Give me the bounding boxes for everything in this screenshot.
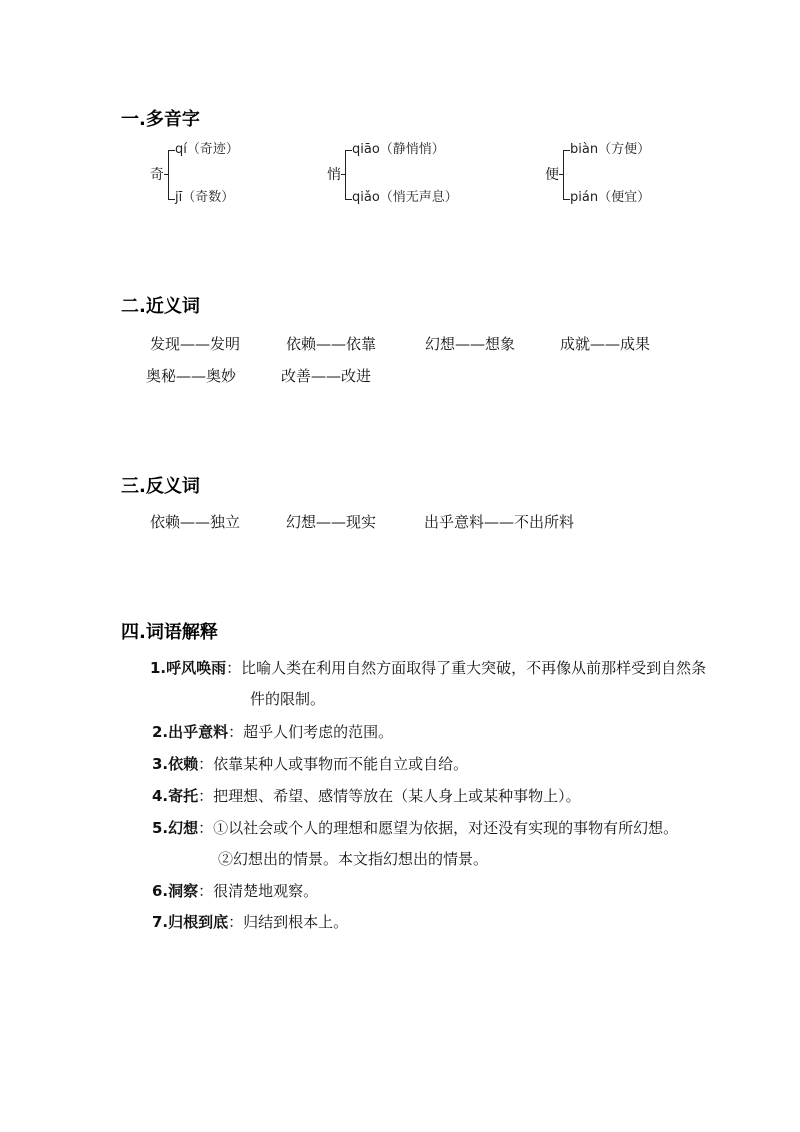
definition-item: [152, 913, 348, 931]
polyphonic-char: 悄: [327, 167, 341, 183]
polyphonic-reading: pián（便宜）: [570, 190, 651, 205]
definition-text: 很清楚地观察。: [213, 882, 319, 900]
section-heading-definitions: 四.词语解释: [121, 622, 218, 643]
definition-continuation: 件的限制。: [250, 690, 326, 708]
brace-bracket: [563, 150, 570, 200]
definition-colon: ：: [198, 819, 214, 837]
definition-text: 把理想、希望、感情等放在（某人身上或某种事物上）。: [213, 787, 581, 805]
definition-colon: ：: [198, 882, 214, 900]
definition-colon: ：: [228, 723, 244, 741]
synonym-pair: 发现——发明: [150, 335, 241, 353]
synonym-pair: 改善——改进: [281, 367, 372, 385]
definition-text: 比喻人类在利用自然方面取得了重大突破，不再像从前那样受到自然条: [241, 659, 707, 677]
definition-text: 归结到根本上。: [243, 913, 349, 931]
definition-item: [152, 882, 318, 900]
polyphonic-reading: qiāo（静悄悄）: [352, 142, 445, 157]
polyphonic-group: [150, 143, 350, 213]
definition-colon: ：: [198, 787, 214, 805]
antonym-pair: 出乎意料——不出所料: [424, 513, 575, 531]
antonym-pair: 幻想——现实: [286, 513, 377, 531]
polyphonic-group: [545, 143, 745, 213]
definition-text: 依靠某种人或事物而不能自立或自给。: [213, 755, 469, 773]
section-heading-polyphonic: 一.多音字: [121, 109, 200, 130]
definition-term: 2.出乎意料: [152, 723, 229, 741]
definition-colon: ：: [226, 659, 242, 677]
polyphonic-reading: biàn（方便）: [570, 142, 651, 157]
definition-item: [152, 723, 393, 741]
definition-item: [152, 755, 468, 773]
polyphonic-char: 便: [545, 167, 559, 183]
definition-term: 4.寄托: [152, 787, 199, 805]
polyphonic-reading: qí（奇迹）: [175, 142, 239, 157]
synonym-pair: 依赖——依靠: [286, 335, 377, 353]
brace-bracket: [168, 150, 175, 200]
definition-term: 6.洞察: [152, 882, 199, 900]
definition-continuation: ②幻想出的情景。本文指幻想出的情景。: [218, 850, 489, 868]
definition-item: [152, 787, 581, 805]
polyphonic-reading: qiǎo（悄无声息）: [352, 190, 458, 205]
definition-term: 7.归根到底: [152, 913, 229, 931]
definition-term: 3.依赖: [152, 755, 199, 773]
antonym-pair: 依赖——独立: [150, 513, 241, 531]
definition-item: [150, 659, 706, 677]
definition-item: [152, 819, 678, 837]
synonym-pair: 幻想——想象: [425, 335, 516, 353]
definition-text: ①以社会或个人的理想和愿望为依据，对还没有实现的事物有所幻想。: [213, 819, 679, 837]
definition-term: 1.呼风唤雨: [150, 659, 227, 677]
definition-colon: ：: [228, 913, 244, 931]
section-heading-antonyms: 三.反义词: [121, 476, 200, 497]
section-heading-synonyms: 二.近义词: [121, 296, 200, 317]
synonym-pair: 奥秘——奥妙: [146, 367, 237, 385]
synonym-pair: 成就——成果: [560, 335, 651, 353]
polyphonic-group: [327, 143, 527, 213]
polyphonic-reading: jī（奇数）: [175, 190, 235, 205]
definition-text: 超乎人们考虑的范围。: [243, 723, 394, 741]
polyphonic-char: 奇: [150, 167, 164, 183]
definition-colon: ：: [198, 755, 214, 773]
brace-bracket: [345, 150, 352, 200]
definition-term: 5.幻想: [152, 819, 199, 837]
